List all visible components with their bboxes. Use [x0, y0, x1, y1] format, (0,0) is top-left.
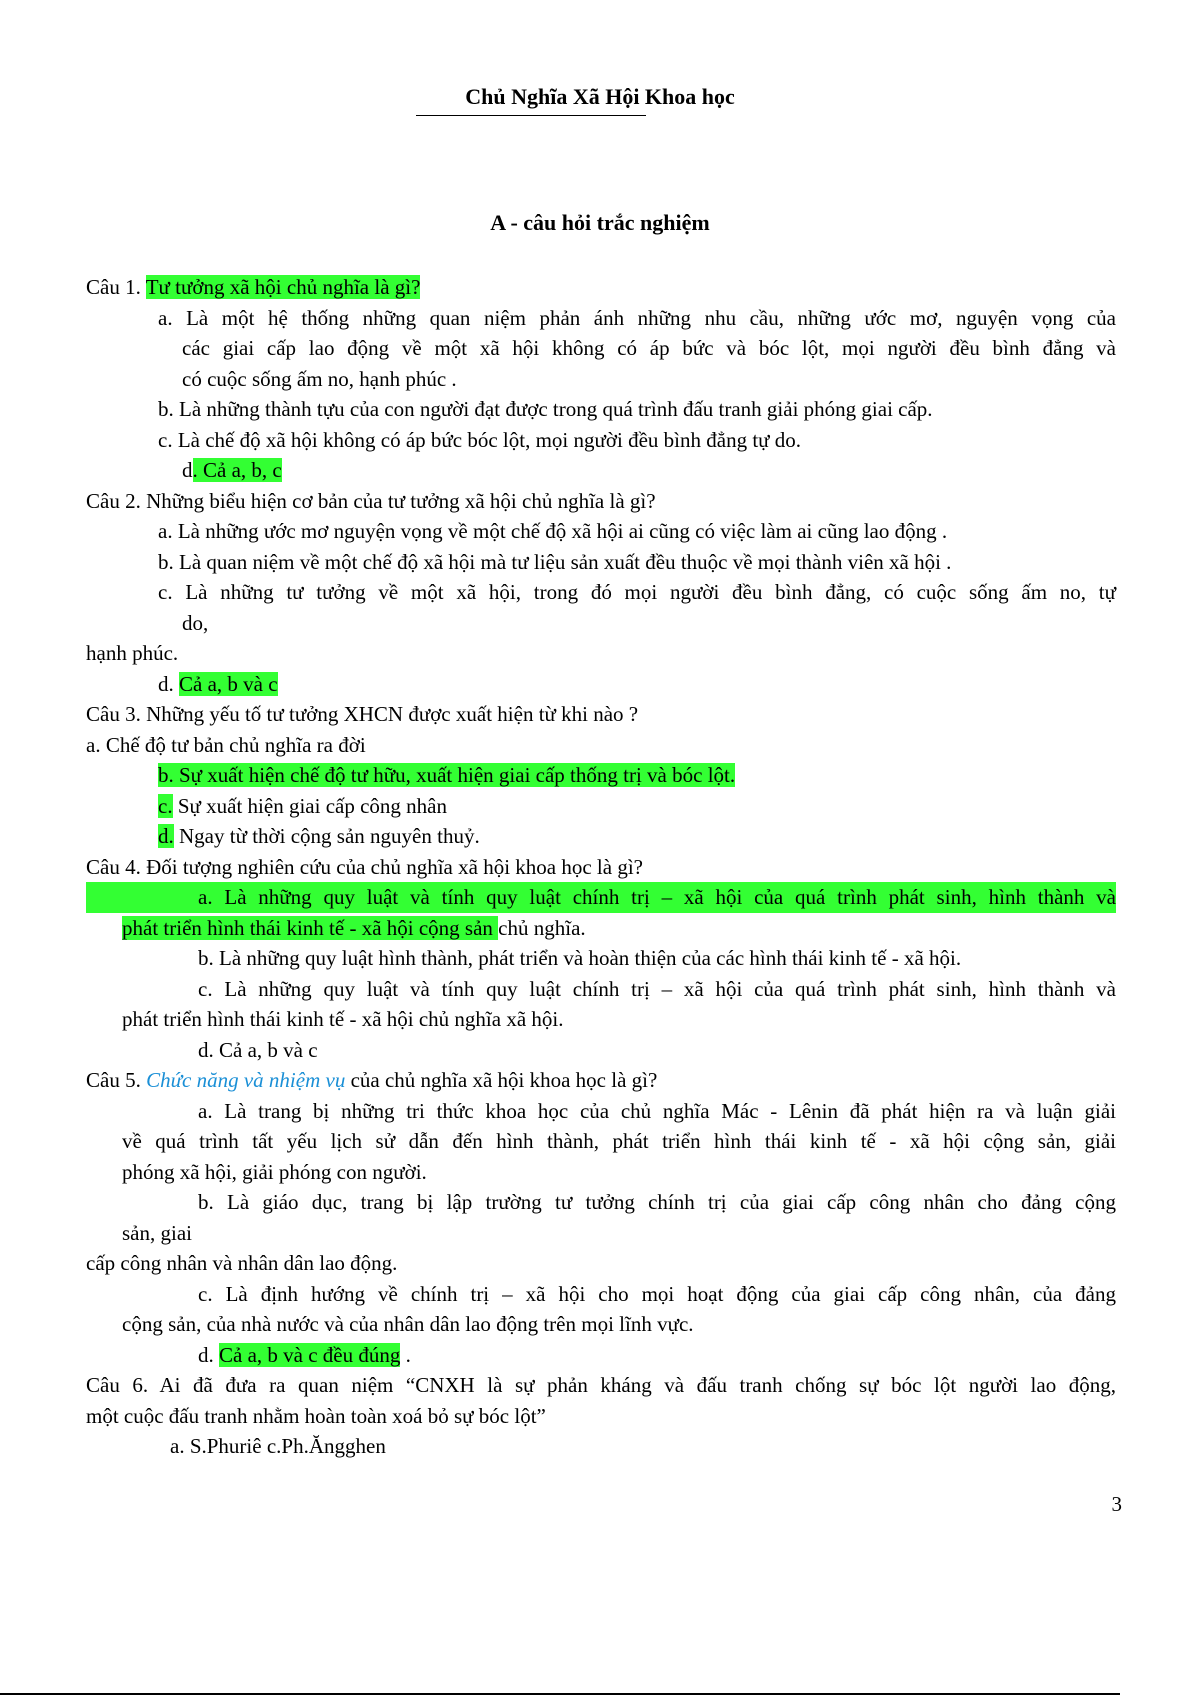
q5-option-c: c. Là định hướng về chính trị – xã hội cho mọi hoạt động của giai cấp công nhân, của đảng: [198, 1281, 1116, 1306]
q1-option-c: c. Là chế độ xã hội không có áp bức bóc lột, mọi người đều bình đẳng tự do.: [158, 427, 802, 452]
q5-option-b: b. Là giáo dục, trang bị lập trường tư tưởng chính trị của giai cấp công nhân cho đảng cộng: [198, 1190, 1116, 1214]
q4-option-c-cont: phát triển hình thái kinh tế - xã hội chủ nghĩa xã hội.: [122, 1007, 564, 1031]
q2-option-b: b. Là quan niệm về một chế độ xã hội mà tư liệu sản xuất đều thuộc về mọi thành viên xã hội .: [158, 549, 952, 574]
page-number: 3: [1111, 1492, 1122, 1516]
section-heading: A - câu hỏi trắc nghiệm: [490, 210, 710, 235]
q5-option-a-cont: về quá trình tất yếu lịch sử dẫn đến hình thành, phát triển hình thái kinh tế - xã hội cộng sản, giải: [122, 1129, 1116, 1153]
q5-option-c-cont: cộng sản, của nhà nước và của nhân dân lao động trên mọi lĩnh vực.: [122, 1312, 694, 1336]
question-5: Câu 5. Chức năng và nhiệm vụ của chủ nghĩa xã hội khoa học là gì?: [86, 1068, 658, 1092]
q4-option-a-cont: phát triển hình thái kinh tế - xã hội cộng sản chủ nghĩa.: [122, 915, 586, 940]
q6-options: a. S.Phuriê c.Ph.Ăngghen: [170, 1434, 386, 1458]
title-underline: [416, 115, 646, 116]
footer-rule: [0, 1693, 1120, 1695]
q3-option-b: b. Sự xuất hiện chế độ tư hữu, xuất hiện giai cấp thống trị và bóc lột.: [158, 763, 736, 787]
q2-option-c-cont: hạnh phúc.: [86, 641, 179, 665]
question-4: Câu 4. Đối tượng nghiên cứu của chủ nghĩa xã hội khoa học là gì?: [86, 854, 643, 879]
page-title: Chủ Nghĩa Xã Hội Khoa học: [465, 84, 735, 109]
question-6: Câu 6. Ai đã đưa ra quan niệm “CNXH là sự phản kháng và đấu tranh chống sự bóc lột người lao động,: [86, 1373, 1116, 1397]
q1-option-a-cont: có cuộc sống ấm no, hạnh phúc .: [182, 366, 457, 391]
question-1: Câu 1. Tư tưởng xã hội chủ nghĩa là gì?: [86, 275, 421, 299]
question-list: [86, 272, 1116, 1462]
q1-option-a: a. Là một hệ thống những quan niệm phản ánh những nhu cầu, những ước mơ, nguyện vọng của: [158, 305, 1116, 330]
q5-option-a-cont: phóng xã hội, giải phóng con người.: [122, 1159, 427, 1184]
q4-option-c: c. Là những quy luật và tính quy luật chính trị – xã hội của quá trình phát sinh, hình thành và: [198, 976, 1116, 1001]
q4-option-b: b. Là những quy luật hình thành, phát triển và hoàn thiện của các hình thái kinh tế - xã hội.: [198, 946, 962, 970]
q5-option-b-cont: cấp công nhân và nhân dân lao động.: [86, 1251, 398, 1275]
q1-option-a-cont: các giai cấp lao động về một xã hội không có áp bức và bóc lột, mọi người đều bình đẳng và: [182, 336, 1116, 360]
q5-option-b-cont: sản, giai: [122, 1220, 192, 1245]
q4-option-a: a. Là những quy luật và tính quy luật chính trị – xã hội của quá trình phát sinh, hình thành và: [86, 882, 1116, 913]
q1-option-b: b. Là những thành tựu của con người đạt được trong quá trình đấu tranh giải phóng giai cấp.: [158, 397, 933, 421]
q3-option-d: d. Ngay từ thời cộng sản nguyên thuỷ.: [158, 824, 480, 848]
q3-option-c: c. Sự xuất hiện giai cấp công nhân: [158, 793, 447, 818]
q5-option-a: a. Là trang bị những tri thức khoa học của chủ nghĩa Mác - Lênin đã phát hiện ra và luận giải: [198, 1098, 1116, 1123]
question-3: Câu 3. Những yếu tố tư tưởng XHCN được xuất hiện từ khi nào ?: [86, 702, 639, 726]
q2-option-c-cont: do,: [182, 610, 209, 635]
q4-option-d: d. Cả a, b và c: [198, 1037, 318, 1062]
q2-option-c: c. Là những tư tưởng về một xã hội, trong đó mọi người đều bình đẳng, có cuộc sống ấm no, tự: [158, 580, 1116, 604]
q2-option-d: d. Cả a, b và c: [158, 671, 278, 696]
q2-option-a: a. Là những ước mơ nguyện vọng về một chế độ xã hội ai cũng có việc làm ai cũng lao động .: [158, 519, 948, 543]
question-2: Câu 2. Những biểu hiện cơ bản của tư tưởng xã hội chủ nghĩa là gì?: [86, 488, 656, 513]
question-6-cont: một cuộc đấu tranh nhằm hoàn toàn xoá bỏ sự bóc lột”: [86, 1403, 546, 1428]
q3-option-a: a. Chế độ tư bản chủ nghĩa ra đời: [86, 732, 366, 757]
q5-option-d: d. Cả a, b và c đều đúng .: [198, 1342, 411, 1367]
q1-option-d: d. Cả a, b, c: [182, 458, 282, 482]
